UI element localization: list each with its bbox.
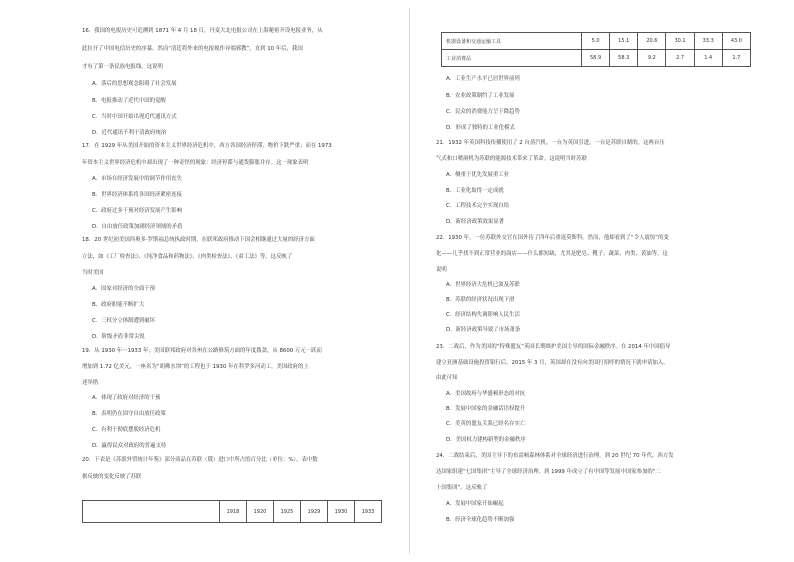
q20-stem-line-2: 据反映的变化反映了苏联 [82,474,142,480]
table-year-cell: 1933 [355,501,382,523]
q18-option-b[interactable]: B．政府职能不断扩大 [92,302,145,308]
q23-option-b[interactable]: B．发展中国家的金融话语权提升 [446,406,526,412]
q22-stem-line-1: 22．1930 年，一位苏联外交官在国外待了四年后重返莫斯科。然而，他却看到了“令人震惊”的变 [436,235,669,241]
table-header-empty-cell [83,501,220,523]
q20-stem-line-1: 20．下表是《苏联外贸统计年鉴》部分商品在苏联（俄）进口中所占的百分比（单位：%），表中数 [82,457,318,463]
q16-option-c[interactable]: C．当时中国开始出现近代通讯方式 [92,114,177,120]
q17-option-a[interactable]: A．市场在经济发展中的调节作用丧失 [92,176,182,182]
q20-table-body [441,32,751,67]
q17-option-c[interactable]: C．政府过多干预对经济发展产生影响 [92,208,183,214]
q20-option-a[interactable]: A．工业生产水平已居世界前列 [446,76,520,82]
q18-stem-line-3: 当时美国 [82,270,104,276]
q23-stem-line-2: 建立亚洲基础设施投资银行后，2015 年 3 月，英国却在没有向美国打招呼的情况下就申请加入。 [436,360,669,366]
table-cell: 33.3 [694,33,722,50]
q18-option-a[interactable]: A．国家对经济的全面干预 [92,286,155,292]
q21-option-c[interactable]: C．工程技术完全实现自给 [446,203,510,209]
table-year-cell: 1929 [301,501,328,523]
q23-stem-line-1: 23．二战后，作为美国的“特殊盟友”英国长期维护美国主导的国际金融秩序。在 2014 年中国倡导 [436,344,671,350]
q24-stem-line-1: 24．二战结束后，美国主导下的布雷顿森林体系对全球经济进行治理。到 20 世纪 70 年代，西方发 [436,453,674,459]
table-cell: 58.3 [610,50,638,67]
q18-option-c[interactable]: C．三权分立体制遭到破坏 [92,318,156,324]
q20-option-b[interactable]: B．农业政策制约了工业发展 [446,93,515,99]
table-year-cell: 1925 [274,501,301,523]
table-cell: 20.6 [638,33,666,50]
table-cell: 9.2 [638,50,666,67]
q16-option-a[interactable]: A．落后的思想观念阻碍了社会发展 [92,81,177,87]
q22-stem-line-3: 说明 [436,267,447,273]
q17-option-b[interactable]: B．世界经济体系将各国经济紧密连接 [92,192,182,198]
column-divider [409,8,410,554]
q18-stem-line-2: 立法，如《工厂检查法》、《纯净食品和药物法》、《肉类检查法》、《童工法》等。这反映了 [82,254,293,260]
table-year-cell: 1918 [220,501,247,523]
q19-stem-line-2: 增加到 1.72 亿美元，一座名为“胡佛水坝”的工程也于 1930 年在科罗多河动工。美国政府的上 [82,364,309,370]
q23-option-c[interactable]: C．美英的盟友关系已经名存实亡 [446,421,526,427]
q19-option-c[interactable]: C．有利于彻底摆脱经济危机 [92,427,161,433]
q16-option-d[interactable]: D．近代通讯不利于清政府统治 [92,130,167,136]
q16-stem-line-2: 此拉开了中国电信历史的序幕。然而“清廷将外来的电报视作异端邪教”，直到 10 年后，我国 [82,46,303,52]
table-cell: 2.7 [666,50,694,67]
q21-stem-line-2: 气式和口喷洞机为苏联的能源技术带来了革命。这说明当时苏联 [436,156,587,162]
table-cell: 1.4 [694,50,722,67]
table-row-label: 工业消费品 [442,50,582,67]
table-cell: 5.0 [582,33,610,50]
q21-option-b[interactable]: B．工业化取得一定成就 [446,188,504,194]
q24-stem-line-2: 达国家组建“七国集团”主导了全球经济治理。到 1999 年成立了有中国等发展中国家参加的“二 [436,469,661,475]
q21-option-a[interactable]: A．侧重于优先发展重工业 [446,172,509,178]
table-row [442,33,751,50]
q17-stem-line-2: 年资本主义世界经济危机中却出现了一种奇怪的现象：经济停滞与通货膨胀并存。这一现象表明 [82,160,309,166]
q20-table-header [82,500,382,523]
q22-option-b[interactable]: B．苏联的经济状况出现下滑 [446,297,515,303]
q18-option-d[interactable]: D．阶级矛盾非常尖锐 [92,334,145,340]
table-cell: 15.1 [610,33,638,50]
q19-stem-line-1: 19．从 1930 年～1933 年，美国联邦政府对各州在公路修筑方面的年度拨款，从 8600 万元一跃而 [82,348,322,354]
q21-option-d[interactable]: D．新经济政策效果显著 [446,219,505,225]
q19-option-b[interactable]: B．表明仍在固守自由放任政策 [92,411,166,417]
q16-stem-line-3: 才有了第一条民族电报线。这说明 [82,64,163,70]
table-header-row [83,501,382,523]
table-cell: 1.7 [722,50,750,67]
q22-option-c[interactable]: C．经济结构失调影响人民生活 [446,312,520,318]
table-cell: 43.0 [722,33,750,50]
q16-stem-line-1: 16．我国的电报历史可追溯到 1871 年 4 月 18 日，丹麦大北电报公司在上海秘密开设电报业务，从 [82,28,323,34]
q22-option-d[interactable]: D．新经济政策导致了市场萧条 [446,327,521,333]
q23-option-d[interactable]: D．美国权力建构新型的金融秩序 [446,437,526,443]
q19-stem-line-3: 述举措 [82,380,99,386]
q22-option-a[interactable]: A．世界经济大危机已波及苏联 [446,282,520,288]
table-row [442,50,751,67]
q17-stem-line-1: 17．在 1929 年从美国开始的资本主义世界经济危机中，西方各国经济停滞，物价下跌严重；而在 1973 [82,143,332,149]
q19-option-a[interactable]: A．体现了政府对经济的干预 [92,395,161,401]
q16-option-b[interactable]: B．电报推动了近代中国的觉醒 [92,98,166,104]
q21-stem-line-1: 21．1932 年英国科技传播使用了 2 台蒸汽机，一台为英国引进，一台是苏联自制的。这两台压 [436,140,665,146]
q24-option-b[interactable]: B．经济全球化趋势不断加强 [446,517,515,523]
table-year-cell: 1920 [247,501,274,523]
q19-option-d[interactable]: D．赢得民众对政府的普遍支持 [92,443,167,449]
q22-stem-line-2: 化——几乎找不到正常营业的商店——什么都短缺，尤其是肥皂、靴子、蔬菜、肉类、黄油等。这 [436,251,668,257]
table-cell: 58.9 [582,50,610,67]
q20-option-d[interactable]: D．形成了独特的工业化模式 [446,125,515,131]
q20-option-c[interactable]: C．民众的消费能力呈下降趋势 [446,109,520,115]
table-row-label: 机器设备和交通运输工具 [442,33,582,50]
q17-option-d[interactable]: D．自由放任政策加剧经济领域的矛盾 [92,224,183,230]
q23-option-a[interactable]: A．美国故府与华盛顿形态的对抗 [446,391,526,397]
table-year-cell: 1930 [328,501,355,523]
q24-stem-line-3: 十国集团”。这反映了 [436,485,488,491]
q23-stem-line-3: 由此可知 [436,375,458,381]
q18-stem-line-1: 18．20 世纪初美国西奥多·罗斯福总统执政时期，在联邦政府推动下国会相继通过大量的经济方面 [82,237,315,243]
table-cell: 30.1 [666,33,694,50]
q24-option-a[interactable]: A．发展中国家开始崛起 [446,501,504,507]
